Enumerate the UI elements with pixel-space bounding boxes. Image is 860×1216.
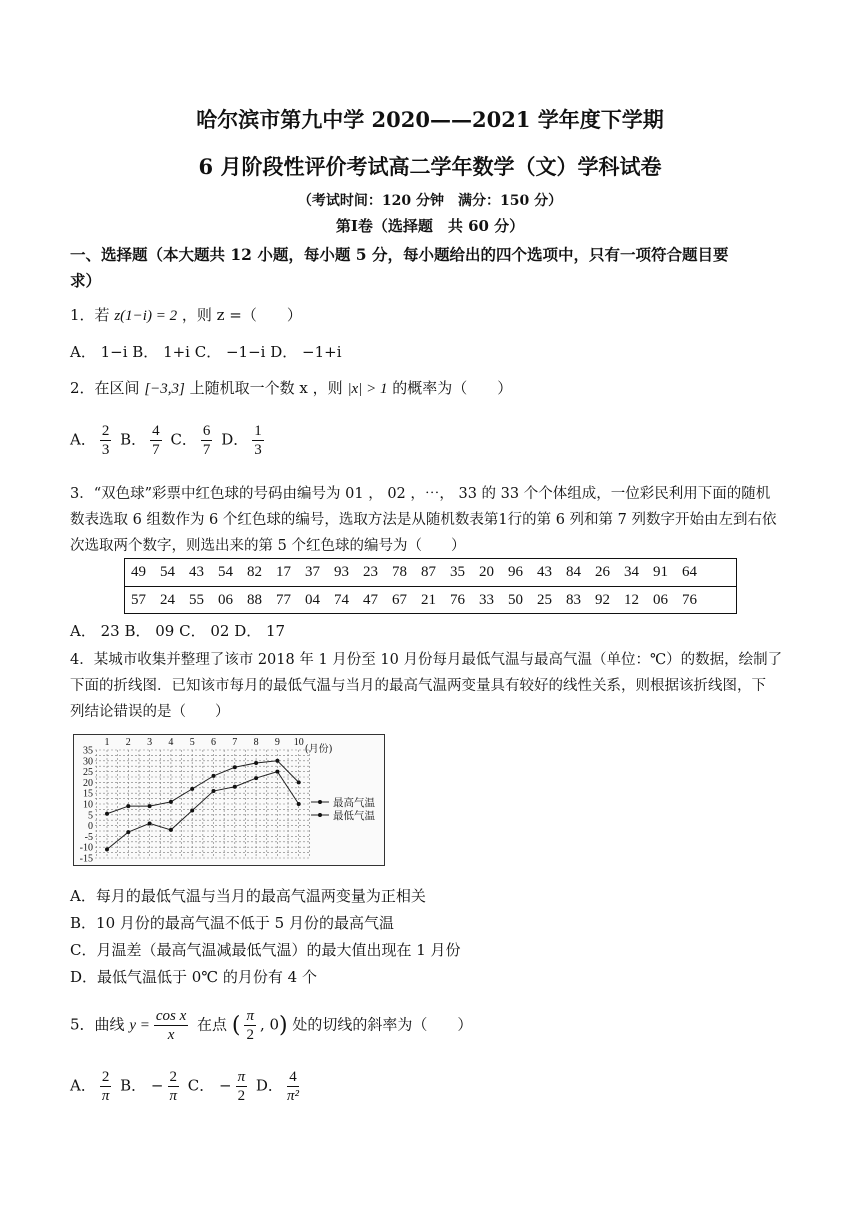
x-tick-label: 6 — [211, 737, 216, 748]
random-table-cell: 12 — [624, 591, 639, 608]
x-tick-label: 1 — [104, 737, 110, 748]
q4-line3: 列结论错误的是（ ） — [70, 704, 230, 720]
q2-d-num: 1 — [254, 423, 262, 439]
data-point — [190, 808, 194, 812]
q5-point-numerator: π — [246, 1008, 254, 1024]
random-table-cell: 20 — [479, 563, 494, 580]
data-point — [233, 765, 237, 769]
random-table-cell: 74 — [334, 591, 349, 608]
q2-suffix: 的概率为（ ） — [392, 379, 513, 397]
random-table-cell: 33 — [479, 591, 494, 608]
q2-option-a-label: A． — [70, 430, 96, 449]
q5-y-equals: y = — [129, 1017, 150, 1034]
q2-c-num: 6 — [202, 423, 211, 439]
q4-option-a: A．每月的最低气温与当月的最高气温两变量为正相关 — [70, 887, 426, 905]
random-table-row-2 — [124, 586, 704, 614]
q5-b-den: π — [169, 1088, 177, 1104]
q5-prefix: 5．曲线 — [70, 1015, 125, 1034]
temperature-line-chart — [73, 734, 385, 866]
x-tick-label: 8 — [253, 737, 259, 748]
q5-middle: 在点 — [197, 1015, 228, 1034]
q4-option-b: B．10 月份的最高气温不低于 5 月份的最高气温 — [70, 914, 394, 932]
y-tick-label: -10 — [79, 842, 93, 854]
q5-right-paren: ) — [279, 1013, 288, 1038]
q5-c-num: π — [237, 1069, 246, 1085]
data-point — [212, 774, 216, 778]
q5-function-numerator: cos x — [155, 1008, 187, 1024]
random-table-cell: 50 — [508, 591, 523, 608]
q5-option-c-label: C． − — [187, 1076, 232, 1095]
q5-function-fraction — [154, 1007, 188, 1044]
q2-prefix: 2．在区间 — [70, 379, 140, 397]
random-table-cell: 92 — [595, 591, 610, 608]
q2-a-den: 3 — [101, 442, 110, 458]
random-table-cell: 49 — [131, 563, 146, 580]
y-tick-label: 10 — [83, 799, 93, 811]
x-tick-label: 2 — [125, 737, 131, 748]
data-point — [105, 847, 109, 851]
q2-a-num: 2 — [101, 423, 110, 439]
random-table-cell: 84 — [566, 563, 581, 580]
q5-point-fraction — [244, 1007, 256, 1044]
x-tick-label: 5 — [189, 737, 195, 748]
random-table-cell: 76 — [682, 591, 697, 608]
data-point — [233, 785, 237, 789]
random-table-cell: 88 — [247, 591, 262, 608]
q2-option-d — [252, 422, 264, 459]
q5-option-d-label: D． — [255, 1076, 283, 1095]
q1-options: A． 1−i B． 1+i C． −1−i D． −1+i — [70, 343, 342, 361]
exam-time-info: （考试时间：120 分钟 满分：150 分） — [297, 193, 563, 209]
q5-point-rest: , 0 — [259, 1015, 280, 1034]
legend-label: 最高气温 — [333, 797, 375, 809]
data-point — [297, 802, 301, 806]
section-heading-line1: 一、选择题（本大题共 12 小题，每小题 5 分，每小题给出的四个选项中，只有一项符合题目要 — [70, 245, 729, 264]
y-tick-label: -5 — [84, 831, 93, 843]
q1-expression: z(1−i) = 2 — [114, 308, 178, 324]
x-axis-unit: (月份) — [304, 744, 333, 755]
random-table-cell: 57 — [131, 591, 146, 608]
q2-option-d-label: D． — [221, 430, 249, 449]
data-point — [190, 787, 194, 791]
random-table-cell: 17 — [276, 563, 291, 580]
q5-option-d — [287, 1068, 299, 1105]
data-point — [169, 800, 173, 804]
data-point — [126, 830, 130, 834]
data-point — [169, 828, 173, 832]
random-table-cell: 04 — [305, 591, 320, 608]
data-point — [212, 789, 216, 793]
random-table-cell: 64 — [682, 563, 697, 580]
random-table-cell: 47 — [363, 591, 378, 608]
random-table-cell: 21 — [421, 591, 436, 608]
random-table-cell: 93 — [334, 563, 349, 580]
random-table-cell: 96 — [508, 563, 523, 580]
volume-heading: 第Ⅰ卷（选择题 共 60 分） — [335, 217, 525, 235]
q5-c-den: 2 — [237, 1088, 246, 1104]
x-tick-label: 4 — [168, 737, 174, 748]
data-point — [275, 759, 279, 763]
random-table-cell: 25 — [537, 591, 552, 608]
exam-title-line1: 哈尔滨市第九中学 2020——2021 学年度下学期 — [196, 107, 664, 132]
data-point — [148, 804, 152, 808]
random-table-cell: 06 — [218, 591, 233, 608]
question-5 — [70, 1007, 472, 1044]
q2-option-a — [100, 422, 112, 459]
question-1 — [70, 304, 302, 325]
data-point — [148, 821, 152, 825]
random-table-cell: 34 — [624, 563, 639, 580]
q5-option-b-label: B． − — [120, 1076, 164, 1095]
q3-options: A． 23 B． 09 C． 02 D． 17 — [70, 622, 286, 640]
q5-option-a — [100, 1068, 112, 1105]
q5-a-num: 2 — [101, 1069, 110, 1085]
random-table-cell: 54 — [218, 563, 233, 580]
x-tick-label: 3 — [147, 737, 153, 748]
random-table-cell: 26 — [595, 563, 610, 580]
q2-condition: |x| > 1 — [347, 381, 388, 397]
q4-option-d: D．最低气温低于 0℃ 的月份有 4 个 — [70, 968, 317, 986]
y-tick-label: 30 — [83, 756, 93, 768]
x-tick-label: 7 — [232, 737, 238, 748]
y-tick-label: 5 — [88, 810, 93, 822]
random-table-cell: 76 — [450, 591, 465, 608]
random-table-cell: 37 — [305, 563, 320, 580]
legend-marker — [318, 800, 322, 804]
q5-options — [70, 1068, 303, 1105]
random-table-cell: 87 — [421, 563, 436, 580]
q2-option-b-label: B． — [120, 430, 147, 449]
data-point — [126, 804, 130, 808]
exam-title-line2: 6 月阶段性评价考试高二学年数学（文）学科试卷 — [198, 154, 662, 179]
data-point — [297, 780, 301, 784]
legend-label: 最低气温 — [333, 810, 375, 822]
x-tick-label: 9 — [274, 737, 280, 748]
data-point — [254, 761, 258, 765]
random-number-table — [124, 558, 704, 614]
q4-option-c: C．月温差（最高气温减最低气温）的最大值出现在 1 月份 — [70, 941, 461, 959]
random-table-cell: 43 — [537, 563, 552, 580]
q3-line2: 数表选取 6 组数作为 6 个红色球的编号，选取方法是从随机数表第1行的第 6 列和第 7 列数字开始由左到右依 — [70, 512, 777, 528]
random-table-cell: 35 — [450, 563, 465, 580]
q5-b-num: 2 — [169, 1069, 177, 1085]
q5-left-paren: ( — [231, 1013, 241, 1038]
data-point — [254, 776, 258, 780]
legend-marker — [318, 813, 322, 817]
q2-option-c — [201, 422, 213, 459]
y-tick-label: 15 — [83, 788, 93, 800]
q1-suffix: ，则 z =（ ） — [181, 306, 302, 324]
random-table-cell: 55 — [189, 591, 204, 608]
random-table-cell: 23 — [363, 563, 378, 580]
section-heading-line2: 求） — [70, 271, 102, 290]
random-table-cell: 54 — [160, 563, 175, 580]
q2-option-b — [150, 422, 162, 459]
q5-d-den: π² — [286, 1088, 299, 1104]
q3-line3: 次选取两个数字，则选出来的第 5 个红色球的编号为（ ） — [70, 538, 466, 554]
y-tick-label: 20 — [83, 777, 93, 789]
y-tick-label: 0 — [88, 821, 93, 833]
q5-option-c — [236, 1068, 248, 1105]
q5-a-den: π — [101, 1088, 110, 1104]
q5-option-b — [168, 1068, 180, 1105]
random-table-cell: 67 — [392, 591, 407, 608]
random-table-cell: 82 — [247, 563, 262, 580]
data-point — [105, 812, 109, 816]
q2-b-num: 4 — [152, 423, 160, 439]
y-tick-label: 25 — [83, 767, 93, 779]
question-2 — [70, 377, 512, 398]
y-tick-label: -15 — [79, 853, 93, 865]
random-table-cell: 06 — [653, 591, 668, 608]
q2-interval: [−3,3] — [144, 381, 185, 397]
q5-d-num: 4 — [287, 1068, 299, 1087]
q4-line1: 4．某城市收集并整理了该市 2018 年 1 月份至 10 月份每月最低气温与最高气温（单位：℃）的数据，绘制了 — [70, 652, 783, 668]
random-table-row-1 — [124, 558, 704, 586]
random-table-cell: 43 — [189, 563, 204, 580]
q3-line1: 3．“双色球”彩票中红色球的号码由编号为 01 ， 02 ，⋯， 33 的 33 个个体组成，一位彩民利用下面的随机 — [70, 486, 771, 502]
q2-option-c-label: C． — [170, 430, 197, 449]
q2-middle: 上随机取一个数 x ，则 — [189, 379, 343, 397]
random-table-cell: 78 — [392, 563, 407, 580]
q1-prefix: 1．若 — [70, 306, 110, 324]
random-table-cell: 91 — [653, 563, 668, 580]
random-table-cell: 77 — [276, 591, 291, 608]
y-tick-label: 35 — [83, 745, 93, 757]
random-table-cell: 83 — [566, 591, 581, 608]
q2-options — [70, 422, 268, 459]
q2-b-den: 7 — [152, 442, 160, 458]
q2-c-den: 7 — [202, 442, 211, 458]
random-table-cell: 24 — [160, 591, 175, 608]
data-point — [275, 770, 279, 774]
q5-function-denominator: x — [167, 1027, 175, 1043]
x-tick-label: 10 — [293, 737, 304, 748]
q2-d-den: 3 — [254, 442, 262, 458]
q5-suffix: 处的切线的斜率为（ ） — [292, 1015, 473, 1034]
q5-point-denominator: 2 — [246, 1027, 254, 1043]
q4-line2: 下面的折线图．已知该市每月的最低气温与当月的最高气温两变量具有较好的线性关系，则根据该折线图，下 — [70, 678, 766, 694]
q5-option-a-label: A． — [70, 1076, 96, 1095]
